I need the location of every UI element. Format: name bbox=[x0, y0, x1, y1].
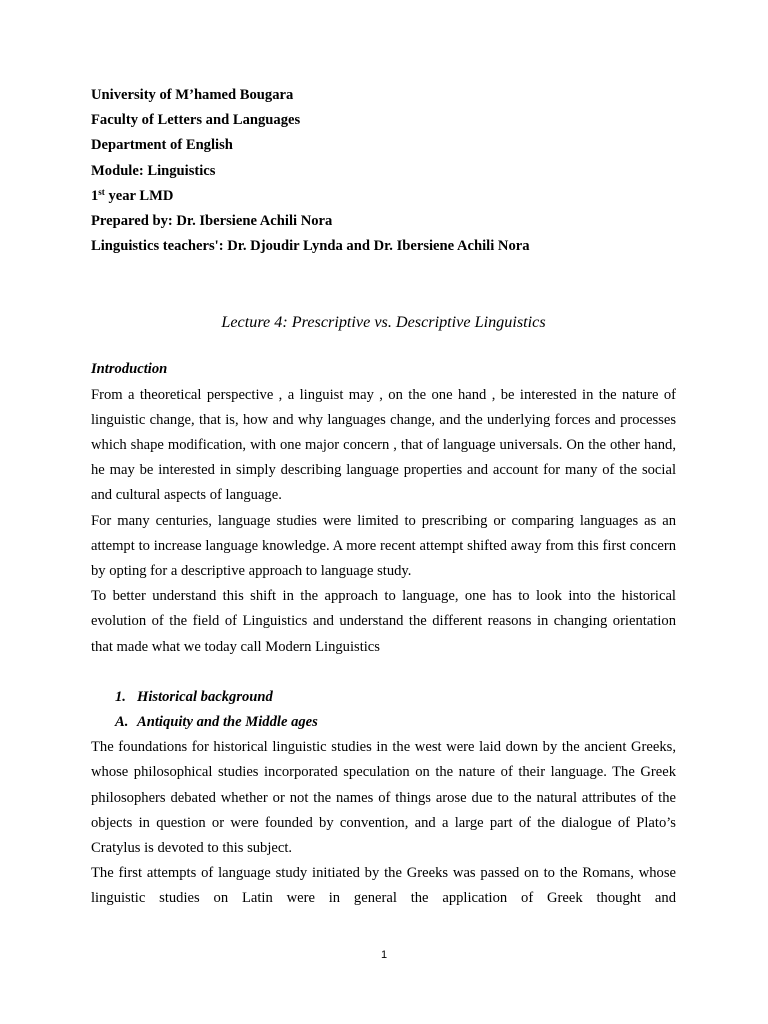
section-number: 1. bbox=[115, 688, 126, 705]
subsection-number: A. bbox=[115, 713, 129, 730]
spacer bbox=[91, 660, 676, 685]
department-name: Department of English bbox=[91, 137, 233, 154]
university-name: University of M’hamed Bougara bbox=[91, 87, 294, 103]
lecture-title: Lecture 4: Prescriptive vs. Descriptive Linguistics bbox=[221, 313, 546, 332]
year-rest: year LMD bbox=[104, 187, 174, 204]
introduction-heading: Introduction bbox=[91, 361, 168, 378]
module-name: Module: Linguistics bbox=[91, 162, 216, 179]
section-title: Historical background bbox=[137, 688, 273, 705]
document-header bbox=[91, 83, 676, 259]
year-level bbox=[91, 184, 676, 209]
document-page bbox=[91, 83, 676, 912]
teachers: Linguistics teachers': Dr. Djoudir Lynda and Dr. Ibersiene Achili Nora bbox=[91, 238, 530, 255]
subsection-heading bbox=[91, 710, 676, 735]
subsection-title: Antiquity and the Middle ages bbox=[137, 713, 318, 730]
introduction-paragraph: To better understand this shift in the approach to language, one has to look into the historical evolution of the field of Linguistics and understand the different reasons in changing orientation that made what we today call Modern Linguistics bbox=[91, 588, 676, 655]
year-suffix: st bbox=[98, 186, 105, 197]
faculty-name: Faculty of Letters and Languages bbox=[91, 112, 301, 129]
prepared-by: Prepared by: Dr. Ibersiene Achili Nora bbox=[91, 212, 333, 229]
introduction-paragraph: For many centuries, language studies were limited to prescribing or comparing languages as an attempt to increase language knowledge. A more recent attempt shifted away from this first concern by opting for a descriptive approach to language study. bbox=[91, 512, 676, 579]
year-number: 1 bbox=[91, 187, 99, 204]
section-heading bbox=[91, 685, 676, 710]
body-paragraph: The foundations for historical linguistic studies in the west were laid down by the ancient Greeks, whose philosophical studies incorporated speculation on the nature of their language. The Greek philosophers debated whether or not the names of things arose due to the natural attributes of the objects in question or were founded by convention, and a large part of the dialogue of Plato’s Cratylus is devoted to this subject. bbox=[91, 739, 676, 856]
introduction-paragraph: From a theoretical perspective , a linguist may , on the one hand , be interested in the nature of linguistic change, that is, how and why languages change, and the underlying forces and processes which shape modification, with one major concern , that of language universals. On the other hand, he may be interested in simply describing language properties and account for many of the social and cultural aspects of language. bbox=[91, 386, 676, 504]
body-paragraph: The first attempts of language study initiated by the Greeks was passed on to the Romans, whose linguistic studies on Latin were in general the application of Greek thought and bbox=[91, 865, 676, 907]
page-number: 1 bbox=[380, 949, 388, 961]
